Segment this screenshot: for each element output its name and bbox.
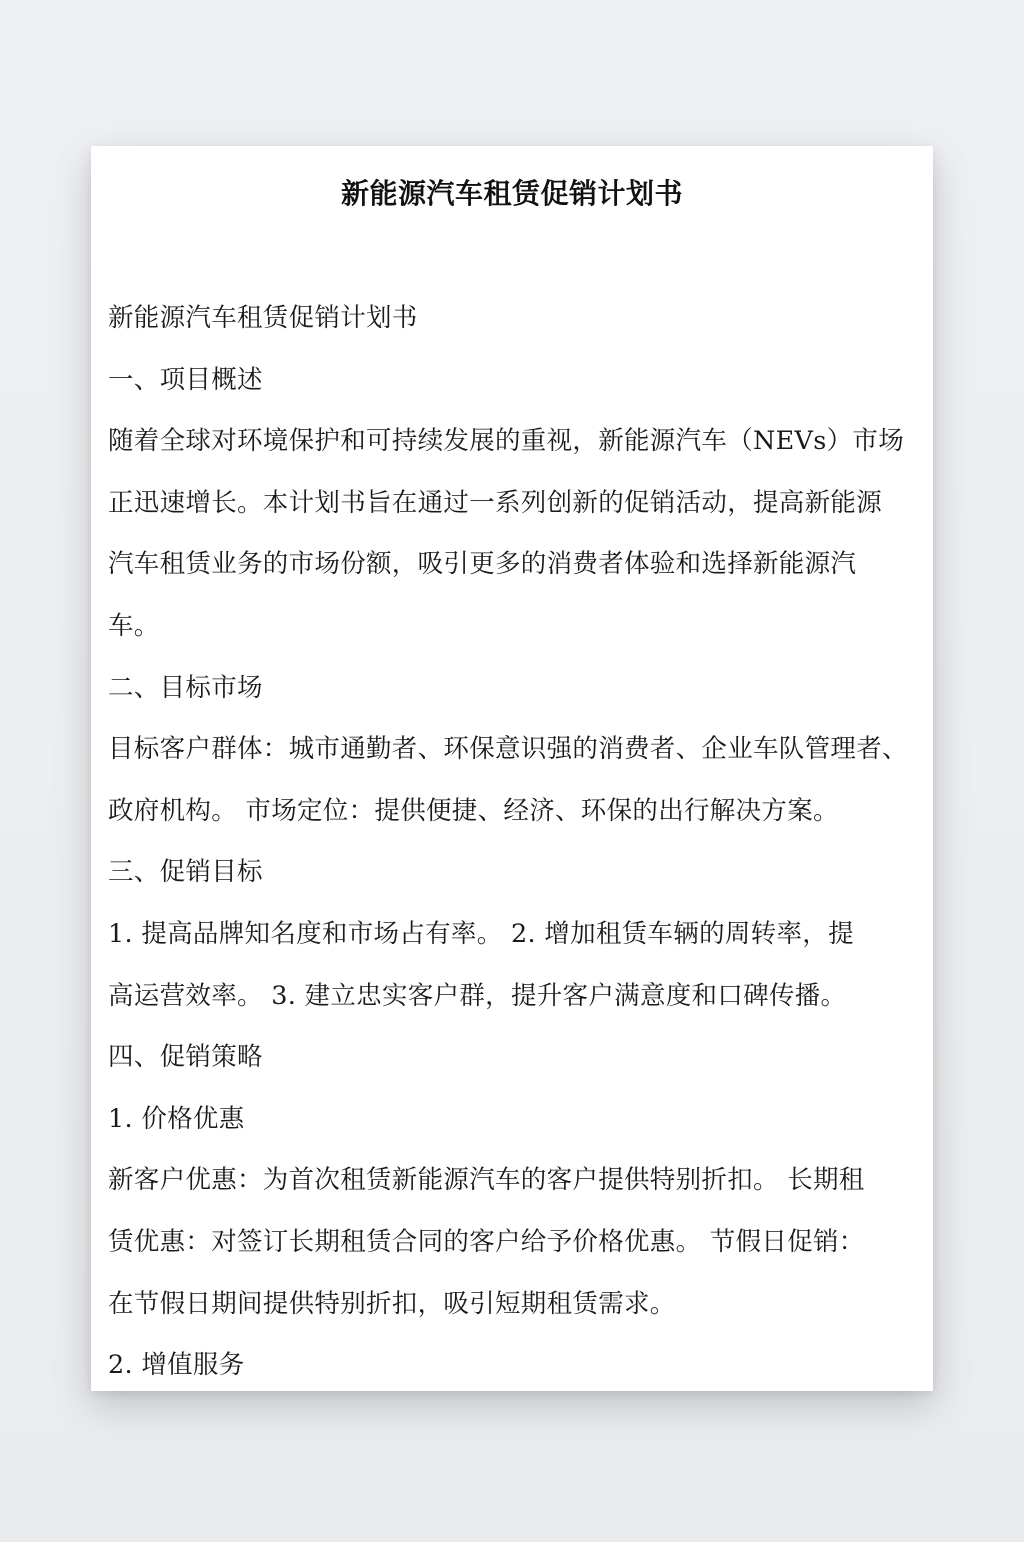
doc-line: 高运营效率。 3. 建立忠实客户群，提升客户满意度和口碑传播。	[108, 980, 847, 1011]
doc-line: 车。	[108, 610, 160, 641]
doc-line: 目标客户群体：城市通勤者、环保意识强的消费者、企业车队管理者、	[108, 734, 908, 765]
subsection-heading: 1. 价格优惠	[108, 1103, 245, 1134]
doc-line: 1. 提高品牌知名度和市场占有率。 2. 增加租赁车辆的周转率，提	[108, 918, 854, 949]
doc-line: 在节假日期间提供特别折扣，吸引短期租赁需求。	[108, 1288, 676, 1319]
doc-line: 赁优惠：对签订长期租赁合同的客户给予价格优惠。 节假日促销：	[108, 1226, 865, 1257]
subsection-heading: 2. 增值服务	[108, 1350, 245, 1381]
doc-line: 正迅速增长。本计划书旨在通过一系列创新的促销活动，提高新能源	[108, 487, 883, 518]
section-heading: 三、促销目标	[108, 857, 263, 888]
doc-line: 汽车租赁业务的市场份额，吸引更多的消费者体验和选择新能源汽	[108, 549, 857, 580]
section-heading: 四、促销策略	[108, 1042, 263, 1073]
doc-line: 政府机构。 市场定位：提供便捷、经济、环保的出行解决方案。	[108, 795, 839, 826]
document-title: 新能源汽车租赁促销计划书	[340, 177, 683, 210]
doc-line: 随着全球对环境保护和可持续发展的重视，新能源汽车（NEVs）市场	[108, 426, 905, 457]
document-body	[108, 288, 933, 1391]
document-page	[91, 146, 933, 1391]
doc-line: 新客户优惠：为首次租赁新能源汽车的客户提供特别折扣。 长期租	[108, 1165, 865, 1196]
doc-line: 新能源汽车租赁促销计划书	[108, 303, 418, 333]
section-heading: 二、目标市场	[108, 672, 263, 703]
section-heading: 一、项目概述	[108, 364, 263, 395]
